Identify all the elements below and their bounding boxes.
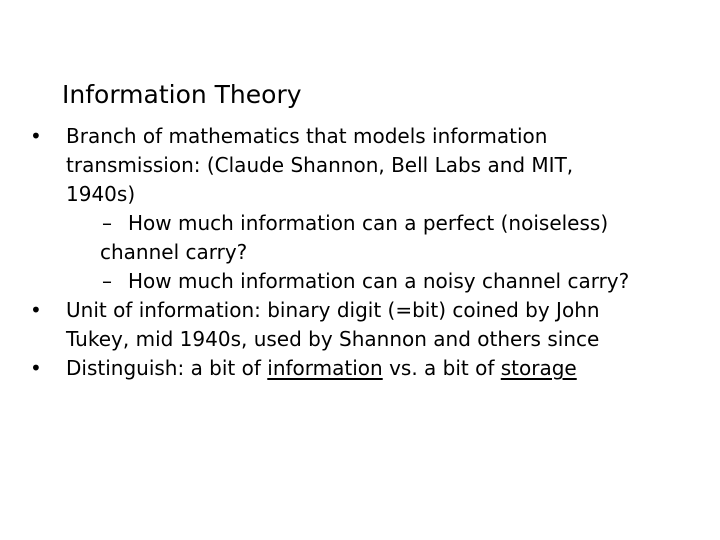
bullet-marker: • bbox=[30, 124, 42, 148]
sub-item-text: How much information can a perfect (noiseless) bbox=[128, 211, 609, 235]
sub-item-text: How much information can a noisy channel carry? bbox=[128, 269, 630, 293]
bullet-text: transmission: (Claude Shannon, Bell Labs and MIT, bbox=[66, 153, 574, 177]
bullet-list bbox=[30, 122, 710, 383]
underlined-information: information bbox=[267, 356, 383, 380]
underlined-storage: storage bbox=[500, 356, 577, 380]
bullet-text bbox=[66, 354, 577, 383]
distinguish-middle: vs. a bit of bbox=[382, 356, 501, 380]
bullet-text: Unit of information: binary digit (=bit) coined by John bbox=[66, 298, 600, 322]
sub-list-item bbox=[30, 209, 710, 238]
sub-list-item bbox=[30, 267, 710, 296]
sub-item-text: channel carry? bbox=[100, 240, 248, 264]
distinguish-prefix: Distinguish: a bit of bbox=[66, 356, 268, 380]
list-item bbox=[30, 354, 710, 383]
list-item bbox=[30, 122, 710, 151]
bullet-marker: • bbox=[30, 356, 42, 380]
bullet-text: Branch of mathematics that models information bbox=[66, 124, 548, 148]
list-item bbox=[30, 296, 710, 325]
slide-title: Information Theory bbox=[62, 80, 302, 109]
bullet-text: 1940s) bbox=[66, 182, 136, 206]
dash-marker: – bbox=[102, 269, 112, 293]
bullet-marker: • bbox=[30, 298, 42, 322]
dash-marker: – bbox=[102, 211, 112, 235]
bullet-text: Tukey, mid 1940s, used by Shannon and others since bbox=[66, 327, 600, 351]
